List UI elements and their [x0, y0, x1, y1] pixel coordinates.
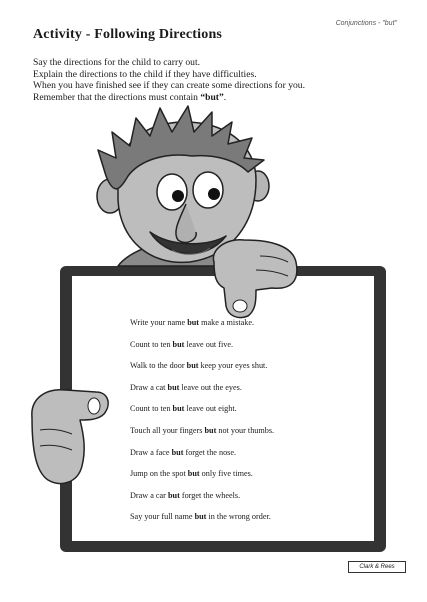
direction-item	[130, 361, 360, 383]
instruction-keyword: “but”	[200, 91, 224, 103]
direction-keyword: but	[171, 447, 184, 457]
direction-item	[130, 448, 360, 470]
header-tag: Conjunctions - "but"	[335, 20, 397, 27]
direction-text: Draw a car	[130, 490, 168, 500]
direction-text: not your thumbs.	[216, 425, 275, 435]
direction-text: in the wrong order.	[206, 512, 271, 522]
direction-keyword: but	[194, 512, 207, 522]
direction-keyword: but	[167, 490, 180, 500]
direction-text: Walk to the door	[130, 361, 187, 371]
instruction-line: Say the directions for the child to carry out.	[33, 57, 201, 68]
direction-text: Say your full name	[130, 512, 195, 522]
direction-text: keep your eyes shut.	[198, 361, 268, 371]
directions-list	[130, 318, 360, 534]
direction-text: Count to ten	[130, 339, 173, 349]
direction-text: forget the nose.	[183, 447, 237, 457]
instruction-text: .	[223, 91, 227, 103]
boy-eye	[157, 174, 187, 210]
boy-pupil	[208, 188, 220, 200]
instruction-line: When you have finished see if they can create some directions for you.	[33, 80, 305, 92]
fingernail	[233, 300, 247, 312]
direction-text: forget the wheels.	[179, 490, 241, 500]
direction-text: make a mistake.	[199, 318, 255, 327]
credit-box: Clark & Rees	[348, 561, 406, 573]
direction-keyword: but	[187, 469, 200, 479]
direction-text: Draw a face	[130, 447, 172, 457]
direction-item	[130, 318, 360, 340]
direction-text: leave out five.	[184, 339, 234, 349]
direction-item	[130, 383, 360, 405]
direction-item	[130, 404, 360, 426]
boy-pupil	[172, 190, 184, 202]
direction-keyword: but	[187, 318, 200, 327]
direction-keyword: but	[167, 382, 180, 392]
direction-keyword: but	[186, 361, 199, 371]
direction-text: Jump on the spot	[130, 469, 188, 479]
direction-item	[130, 426, 360, 448]
instruction-text: Remember that the directions must contain	[33, 91, 201, 103]
instruction-line: Explain the directions to the child if they have difficulties.	[33, 68, 257, 80]
direction-item	[130, 469, 360, 491]
direction-text: Touch all your fingers	[130, 425, 205, 435]
direction-item	[130, 491, 360, 513]
direction-text: Count to ten	[130, 404, 173, 414]
direction-item	[130, 512, 360, 534]
direction-text: leave out the eyes.	[179, 382, 242, 392]
direction-text: leave out eight.	[184, 404, 237, 414]
direction-keyword: but	[204, 425, 217, 435]
direction-text: Draw a cat	[130, 382, 168, 392]
direction-keyword: but	[172, 339, 185, 349]
direction-text: Write your name	[130, 318, 188, 327]
direction-keyword: but	[172, 404, 185, 414]
direction-text: only five times.	[199, 469, 253, 479]
boy-eye	[193, 172, 223, 208]
direction-item	[130, 340, 360, 362]
page-title: Activity - Following Directions	[33, 27, 223, 42]
fingernail	[88, 398, 100, 414]
